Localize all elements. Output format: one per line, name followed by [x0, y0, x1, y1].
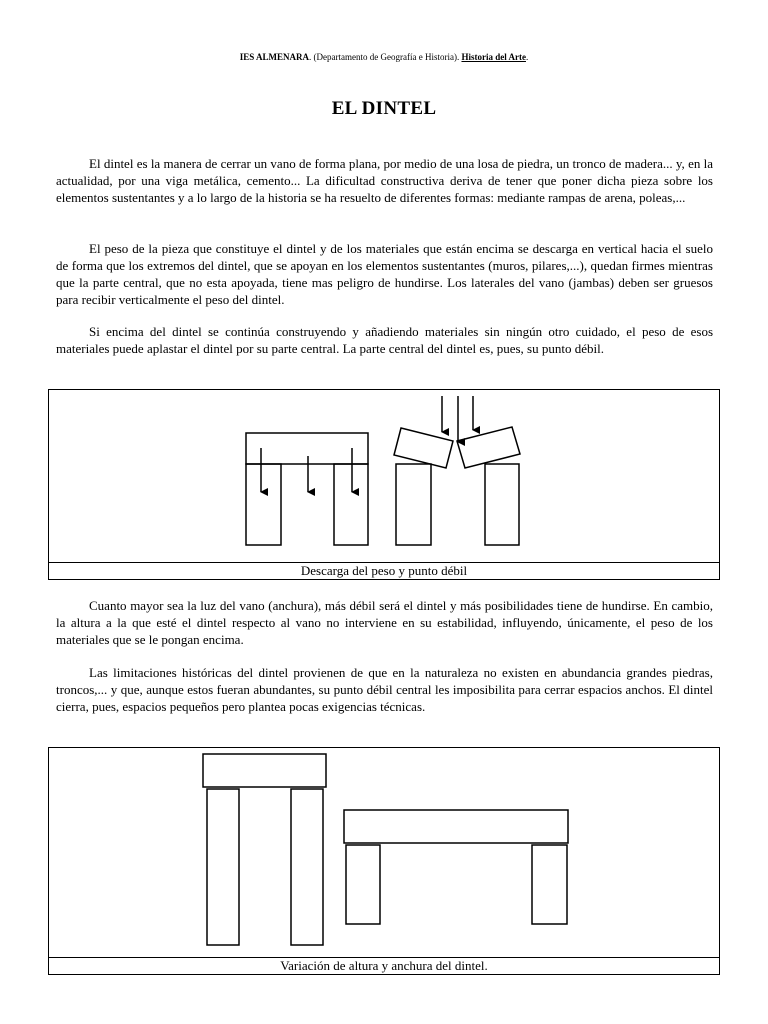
header-subject: Historia del Arte — [461, 52, 526, 62]
paragraph-5: Las limitaciones históricas del dintel provienen de que en la naturaleza no existen en abundancia grandes piedras, troncos,... y que, aunque estos fueran abundantes, su punto débil central les imposibilita para cerrar espacios anchos. El dintel cierra, pues, espacios pequeños pero plantea pocas exigencias técnicas. — [56, 665, 713, 714]
lintel-beam — [246, 433, 368, 464]
broken-lintel-drawing — [394, 396, 520, 545]
right-pillar-broken — [485, 464, 519, 545]
broken-beam-left — [394, 428, 453, 468]
page-title: EL DINTEL — [331, 98, 437, 119]
paragraph-3: Si encima del dintel se continúa construyendo y añadiendo materiales sin ningún otro cuidado, el peso de esos materiales puede aplastar el dintel por su parte central. La parte central del dintel es, pues, su punto débil. — [56, 324, 713, 356]
figure-weight-discharge — [48, 389, 720, 580]
figure-caption-2: Variación de altura y anchura del dintel. — [49, 957, 719, 974]
tall-right-pillar — [291, 789, 323, 945]
left-pillar-broken — [396, 464, 431, 545]
lintel-weight-diagram — [49, 390, 719, 562]
broken-beam-right — [457, 427, 520, 468]
right-pillar — [334, 464, 368, 545]
figure-height-width — [48, 747, 720, 975]
wide-lintel-beam — [344, 810, 568, 843]
header-department: . (Departamento de Geografía e Historia). — [309, 52, 462, 62]
header-school: IES ALMENARA — [239, 52, 310, 62]
paragraph-1: El dintel es la manera de cerrar un vano de forma plana, por medio de una losa de piedra, un tronco de madera... y, en la actualidad, por una viga metálica, cemento... La dificultad constructiva deriva de tener que poner dicha pieza sobre los elementos sustentantes y a lo largo de la historia se ha resuelto de diferentes formas: mediante rampas de arena, poleas,... — [56, 156, 713, 205]
lintel-proportions-diagram — [49, 748, 719, 957]
tall-lintel-beam — [203, 754, 326, 787]
intact-lintel-drawing — [246, 433, 368, 545]
figure-caption-1: Descarga del peso y punto débil — [49, 562, 719, 579]
tall-narrow-lintel — [203, 754, 326, 945]
wide-left-pillar — [346, 845, 380, 924]
paragraph-4: Cuanto mayor sea la luz del vano (anchura), más débil será el dintel y más posibilidades tiene de hundirse. En cambio, la altura a la que esté el dintel respecto al vano no interviene en su estabilidad, influyendo, únicamente, el peso de los materiales que se le pongan encima. — [56, 598, 713, 647]
short-wide-lintel — [344, 810, 568, 924]
header-end: . — [525, 52, 529, 62]
wide-right-pillar — [532, 845, 567, 924]
tall-left-pillar — [207, 789, 239, 945]
page-header — [0, 52, 768, 62]
paragraph-2: El peso de la pieza que constituye el dintel y de los materiales que están encima se descarga en vertical hacia el suelo de forma que los extremos del dintel, que se apoyan en los elementos sustentantes (muros, pilares,...), quedan firmes mientras que la parte central, que no esta apoyada, tiene mas peligro de hundirse. Los laterales del vano (jambas) deben ser gruesos para recibir verticalmente el peso del dintel. — [56, 241, 713, 307]
left-pillar — [246, 464, 281, 545]
